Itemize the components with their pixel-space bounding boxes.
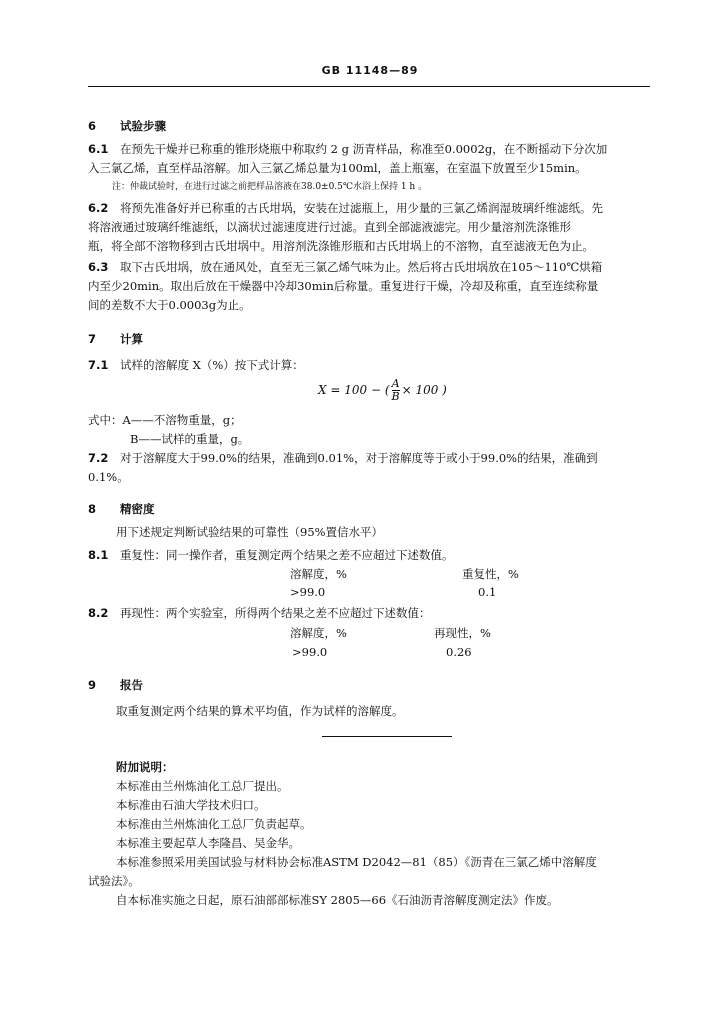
end-rule: [322, 736, 452, 737]
formula-fraction: $\frac{A}{B}$: [391, 377, 400, 403]
section-6-heading: [88, 117, 660, 136]
paragraph-6-1: 6.1 在预先干燥并已称重的锥形烧瓶中称取约 2 g 沥青样品，称准至0.0002g，在不断摇动下分次加 入三氯乙烯，直至样品溶解。加入三氯乙烯总量为100ml，盖上瓶塞，在室温下放置至少15min。 注：仲裁试验时，在进行过滤之前把样品溶液在38.0±0.5℃水浴上保持 1 h 。: [88, 140, 660, 197]
section-9-heading: 9 报告: [88, 678, 143, 692]
repeatability-cell-value: 0.1: [478, 585, 497, 599]
note: 注：仲裁试验时，在进行过滤之前把样品溶液在38.0±0.5℃水浴上保持 1 h 。: [112, 182, 428, 192]
section-number: 6: [88, 119, 97, 133]
reproducibility-header-solubility: 溶解度，%: [290, 626, 347, 640]
report-paragraph: 取重复测定两个结果的算术平均值，作为试样的溶解度。: [116, 704, 404, 718]
paragraph-8-2: 8.2 再现性：两个实验室，所得两个结果之差不应超过下述数值：: [88, 606, 431, 620]
section-8-heading: 8 精密度: [88, 502, 155, 516]
addendum-title: 附加说明：: [116, 760, 174, 774]
precision-intro: 用下述规定判断试验结果的可靠性（95%置信水平）: [116, 525, 384, 539]
paragraph-7-2: 7.2 对于溶解度大于99.0%的结果，准确到0.01%，对于溶解度等于或小于99.0%的结果，准确到 0.1%。: [88, 451, 598, 484]
addendum: 附加说明： 本标准由兰州炼油化工总厂提出。 本标准由石油大学技术归口。 本标准由兰州炼油化工总厂负责起草。 本标准主要起草人李隆昌、吴金华。 本标准参照采用美国试验与材料协会标准ASTM D2042—81（85）《沥青在三氯乙烯中溶解度 试验法》。 自本标准实施之日起，原石油部部标准SY 2805—66《石油沥青溶解度测定法》作废。: [88, 758, 660, 910]
reproducibility-cell-solubility: >99.0: [292, 645, 328, 659]
reproducibility-header-value: 再现性，%: [434, 626, 491, 640]
solubility-formula: X = 100 − ( $\frac{A}{B}$ × 100 ): [318, 377, 447, 403]
paragraph-8-1: 8.1 重复性：同一操作者，重复测定两个结果之差不应超过下述数值。: [88, 548, 454, 562]
reproducibility-cell-value: 0.26: [446, 645, 472, 659]
repeatability-cell-solubility: >99.0: [290, 585, 326, 599]
section-title: 试验步骤: [120, 119, 166, 133]
paragraph-6-2: 6.2 将预先准备好并已称重的古氏坩埚，安装在过滤瓶上，用少量的三氯乙烯润湿玻璃纤维滤纸。先 将溶液通过玻璃纤维滤纸，以滴状过滤速度进行过滤。直到全部滤液滤完。用少量溶剂洗涤锥形 瓶，将全部不溶物移到古氏坩埚中。用溶剂洗涤锥形瓶和古氏坩埚上的不溶物，直至滤液无色为止。: [88, 201, 603, 253]
section-7-heading: 7 计算: [88, 332, 143, 346]
repeatability-header-value: 重复性，%: [462, 567, 519, 581]
standard-code-header: GB 11148—89: [321, 64, 419, 77]
paragraph-6-3: 6.3 取下古氏坩埚，放在通风处，直至无三氯乙烯气味为止。然后将古氏坩埚放在105～110℃烘箱 内至少20min。取出后放在干燥器中冷却30min后称量。重复进行干燥，冷却及称重，直至连续称量 间的差数不大于0.0003g为止。: [88, 260, 603, 312]
header-rule: [88, 86, 650, 87]
formula-legend: 式中：A——不溶物重量，g； B——试样的重量，g。: [88, 413, 250, 446]
repeatability-header-solubility: 溶解度，%: [290, 567, 347, 581]
paragraph-7-1: 7.1 试样的溶解度 X（%）按下式计算：: [88, 358, 304, 372]
